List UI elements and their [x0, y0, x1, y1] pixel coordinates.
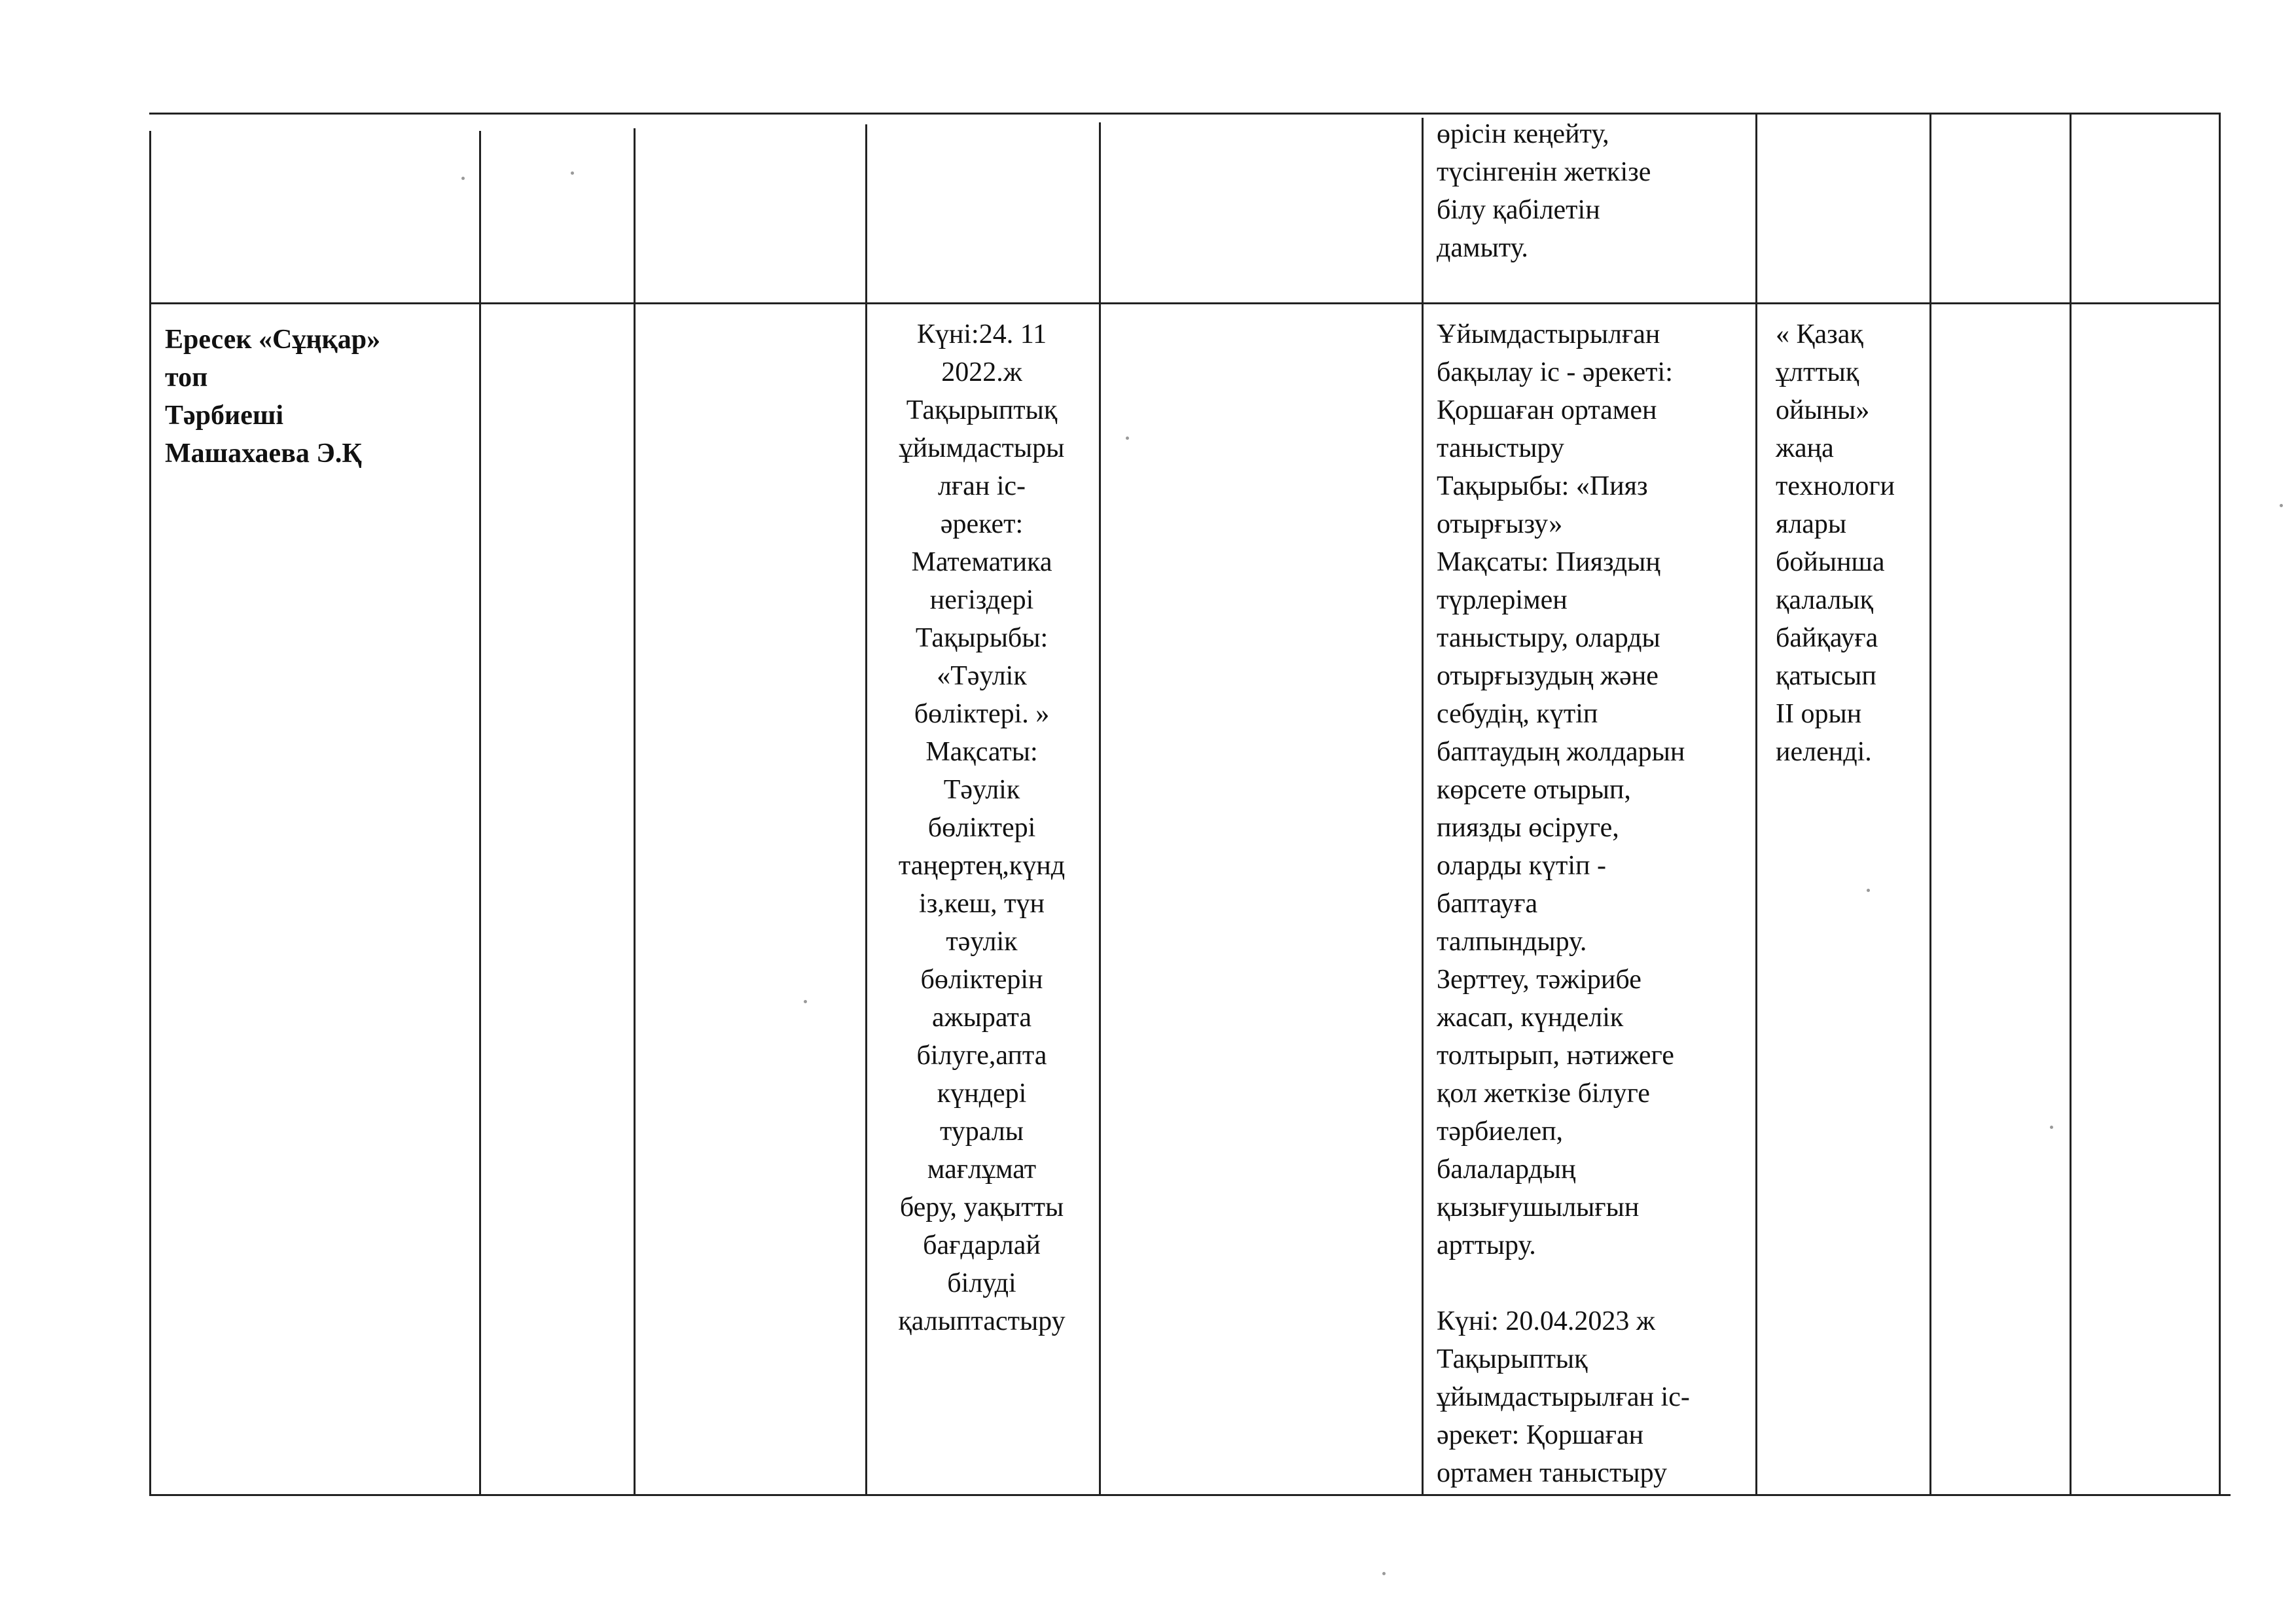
math-activity-text: Күні:24. 11 2022.ж Тақырыптық ұйымдастыры лған іс- әрекет: Математика негіздері Тақырыбы: «Тәулік бөліктері. » Мақсаты: Тәулік бөліктері таңертең,күнд із,кеш, түн тәулік бөліктерін ажырата білуге,апта күндері туралы мағлұмат беру, уақытты бағдарлай білуді қалыптастыру [898, 319, 1066, 1336]
table-top-border [149, 113, 2221, 115]
table-left-border [149, 131, 151, 1496]
row1-goal-text: өрісін кеңейту, түсінгенін жеткізе білу қабілетін дамыту. [1437, 119, 1651, 263]
scan-speck [571, 171, 574, 175]
row-divider [149, 302, 2221, 304]
competition-result-text: « Қазақ ұлттық ойыны» жаңа технологи ялары бойынша қалалық байқауға қатысып ІІ орын иеленді. [1776, 319, 1895, 767]
column-divider [479, 131, 481, 1496]
scan-speck [1382, 1572, 1386, 1575]
column-divider [1929, 115, 1931, 1495]
column-divider [1099, 122, 1101, 1496]
scan-speck [1867, 889, 1870, 892]
scan-speck [804, 1000, 807, 1003]
environment-activity-text: Ұйымдастырылған бақылау іс - әрекеті: Қоршаған ортамен таныстыру Тақырыбы: «Пияз отырғызу» Мақсаты: Пияздың түрлерімен таныстыру, оларды отырғызудың және себудің, күтіп баптаудың жолдарын көрсете отырып, пиязды өсіруге, оларды күтіп - баптауға талпындыру. Зерттеу, тәжірибе жасап, күнделік толтырып, нәтижеге қол жеткізе білуге тәрбиелеп, балалардың қызығушылығын арттыру. Күні: 20.04.2023 ж Тақырыптық ұйымдастырылған іс- әрекет: Қоршаған ортамен таныстыру [1437, 319, 1690, 1488]
table-right-border [2219, 113, 2221, 1495]
column-divider [1422, 118, 1424, 1496]
scan-speck [2280, 504, 2283, 507]
table-bottom-border [149, 1494, 2231, 1496]
scan-speck [461, 177, 465, 180]
scan-speck [1126, 437, 1129, 440]
scan-speck [2050, 1126, 2053, 1129]
group-teacher-label: Ересек «Сұңқар» топ Тәрбиеші Машахаева Э.Қ [165, 325, 381, 469]
column-divider [2070, 113, 2072, 1495]
column-divider [1755, 115, 1757, 1495]
column-divider [634, 128, 636, 1496]
